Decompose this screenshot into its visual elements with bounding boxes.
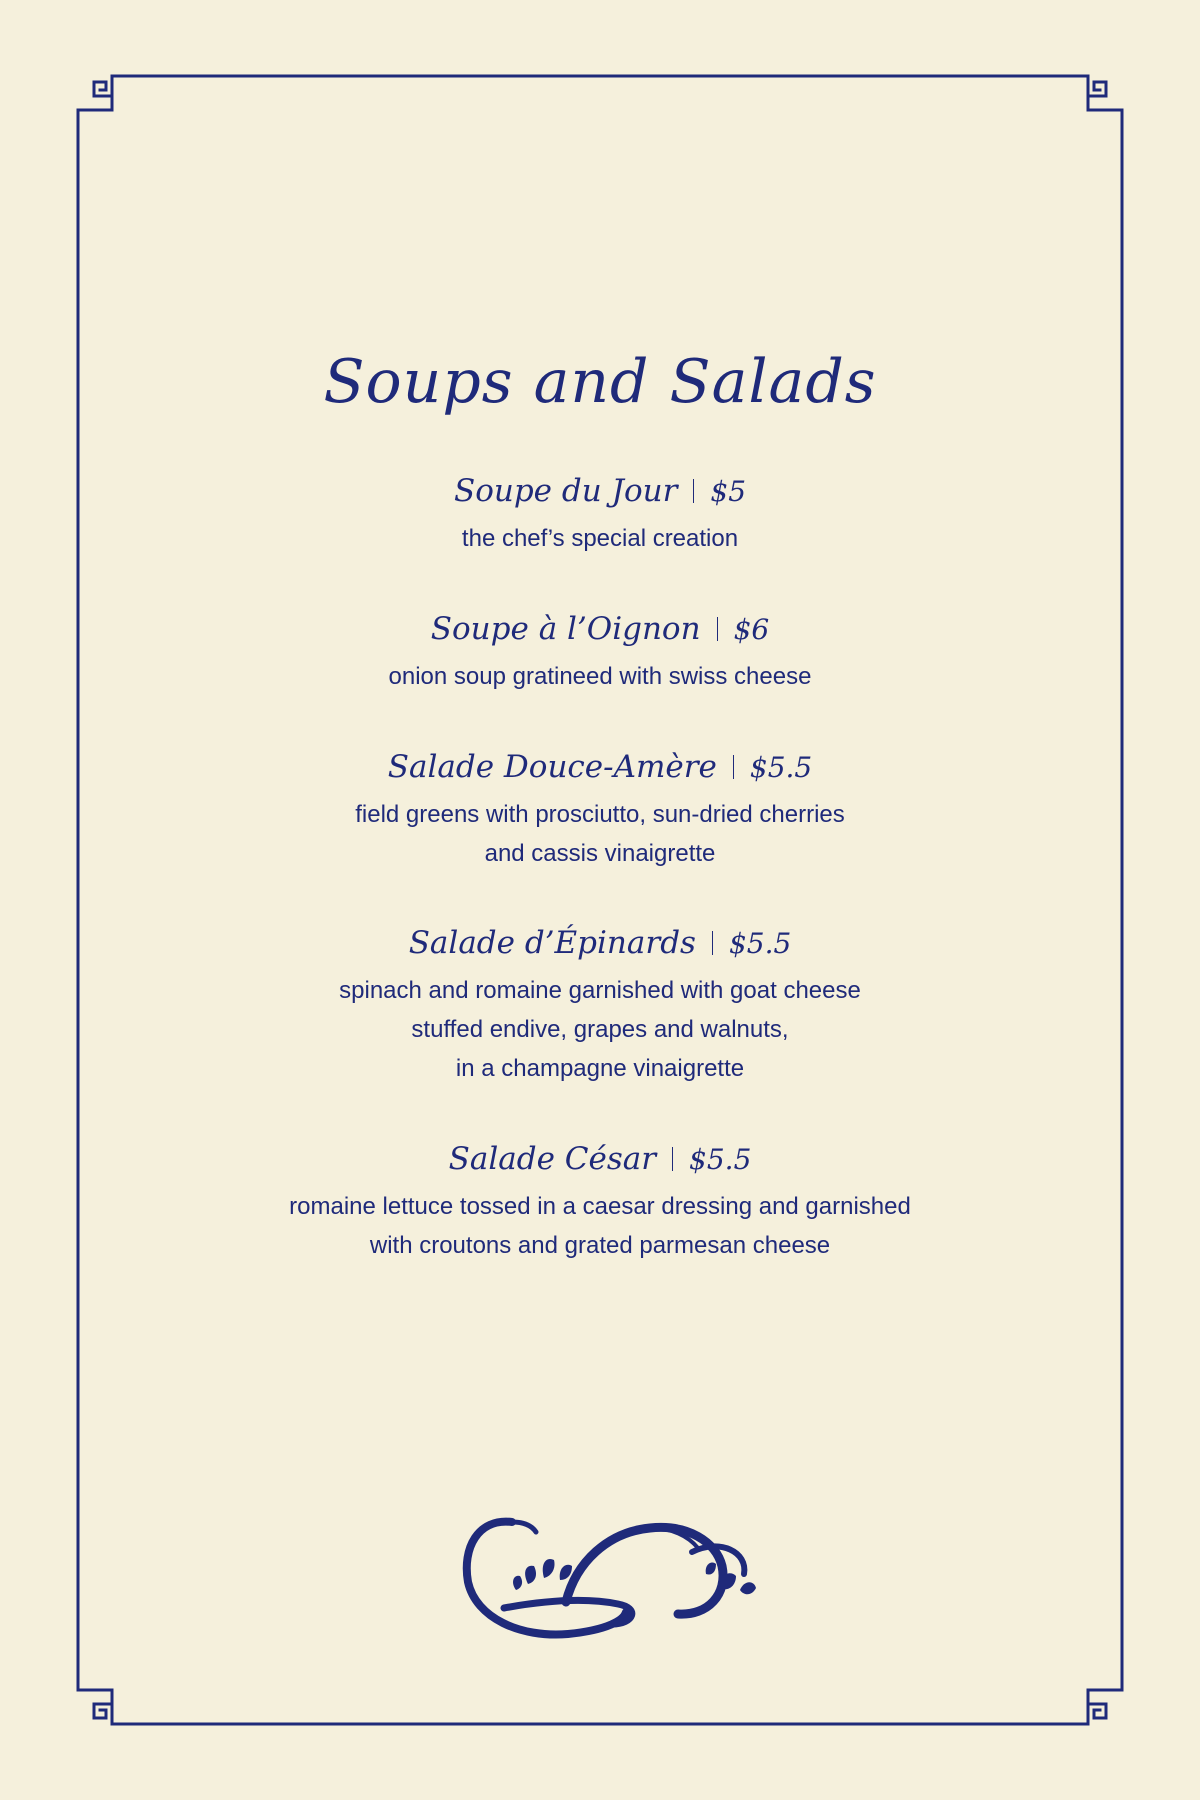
item-name: Soupe à l’Oignon [430, 611, 701, 647]
item-heading [0, 470, 1200, 513]
item-description [0, 1187, 1200, 1265]
item-heading [0, 922, 1200, 965]
item-heading [0, 1138, 1200, 1181]
description-line: field greens with prosciutto, sun-dried cherries [355, 801, 845, 828]
item-price: $6 [733, 613, 770, 646]
menu-item [0, 746, 1200, 873]
item-name: Salade César [448, 1141, 657, 1177]
item-price: $5.5 [689, 1143, 752, 1176]
menu-title: Soups and Salads [323, 347, 877, 417]
description-line: onion soup gratineed with swiss cheese [388, 663, 812, 690]
description-line: with croutons and grated parmesan cheese [369, 1232, 831, 1259]
description-line: the chef’s special creation [461, 525, 739, 552]
description-line: and cassis vinaigrette [484, 840, 716, 867]
item-name: Salade Douce-Amère [387, 749, 717, 785]
menu-item [0, 470, 1200, 558]
description-line: romaine lettuce tossed in a caesar dressing and garnished [289, 1193, 911, 1220]
description-line: spinach and romaine garnished with goat cheese [339, 977, 861, 1004]
price-divider [672, 1147, 673, 1171]
item-description [0, 657, 1200, 696]
price-divider [712, 931, 713, 955]
item-price: $5 [710, 475, 747, 508]
item-description [0, 795, 1200, 873]
item-description [0, 971, 1200, 1088]
description-line: in a champagne vinaigrette [455, 1055, 745, 1082]
price-divider [733, 755, 734, 779]
item-heading [0, 608, 1200, 651]
menu-item [0, 608, 1200, 696]
menu-item [0, 1138, 1200, 1265]
item-price: $5.5 [749, 751, 813, 784]
flourish-ornament-icon [458, 1508, 770, 1644]
description-line: stuffed endive, grapes and walnuts, [411, 1016, 789, 1043]
price-divider [717, 617, 718, 641]
price-divider [693, 479, 694, 503]
item-heading [0, 746, 1200, 789]
item-name: Soupe du Jour [453, 473, 678, 509]
item-description [0, 519, 1200, 558]
menu-item [0, 922, 1200, 1088]
item-price: $5.5 [728, 927, 792, 960]
item-name: Salade d’Épinards [408, 925, 696, 961]
